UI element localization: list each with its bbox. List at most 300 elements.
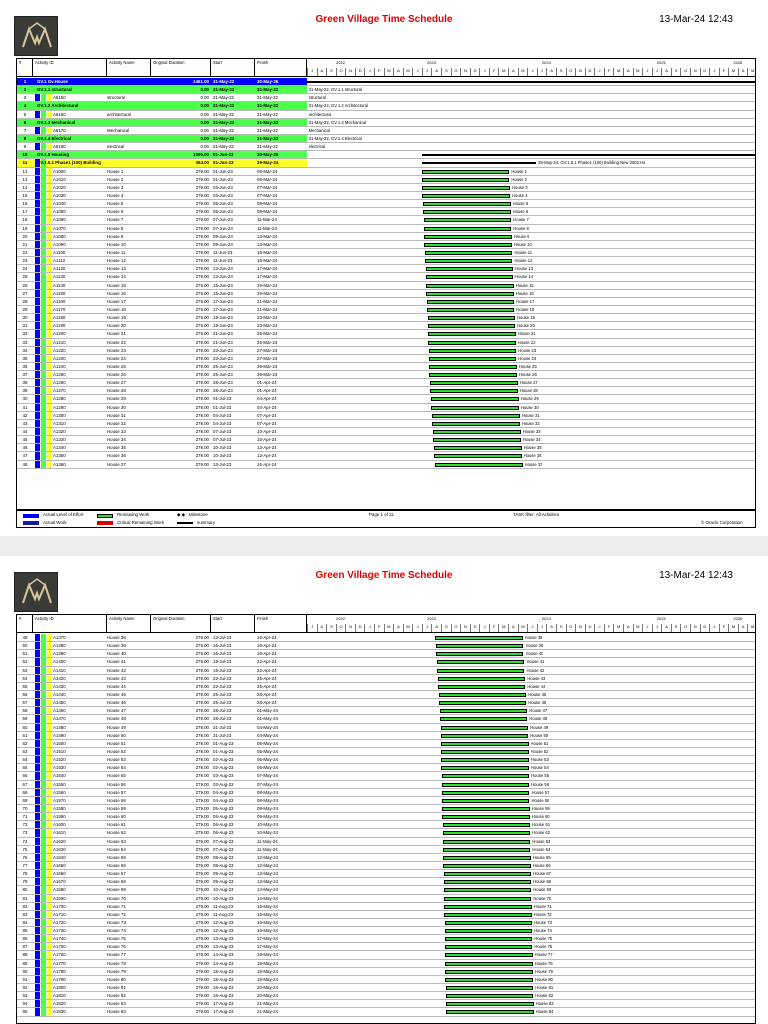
gantt-cell [307, 797, 756, 804]
table-row[interactable] [17, 339, 756, 347]
start-date: 05-Aug-23 [213, 805, 234, 811]
table-row[interactable] [17, 862, 756, 870]
activity-bar [440, 717, 527, 721]
row-number: 57 [22, 700, 28, 706]
table-row[interactable] [17, 200, 756, 208]
duration: 279.00 [195, 249, 209, 255]
gantt-cell [307, 200, 756, 207]
legend-remaining: Remaining Work [117, 512, 150, 517]
duration: 279.00 [195, 773, 209, 779]
duration: 279.00 [195, 724, 209, 730]
finish-date: 01-Apr-24 [257, 388, 277, 394]
gantt-cell [307, 102, 756, 109]
wbs-indent-stripe [47, 322, 52, 329]
finish-date: 17-Mar-24 [257, 274, 278, 280]
table-row[interactable] [17, 176, 756, 184]
table-row[interactable] [17, 127, 756, 135]
table-row[interactable] [17, 919, 756, 927]
row-number: 91 [22, 976, 28, 982]
finish-date: 13-May-24 [257, 879, 278, 885]
activity-id: A1510 [53, 748, 66, 754]
wbs-indent-stripe [35, 420, 40, 427]
bar-label: House 65 [532, 854, 551, 860]
table-row[interactable] [17, 265, 756, 273]
wbs-indent-stripe [35, 428, 40, 435]
table-row[interactable] [17, 772, 756, 780]
gantt-cell [307, 290, 756, 297]
wbs-indent-stripe [41, 347, 46, 354]
activity-id: A1640 [53, 854, 66, 860]
activity-id: A1250 [53, 372, 66, 378]
col-activity-name: Activity Name [107, 59, 151, 77]
row-number: 15 [22, 192, 28, 198]
start-date: 11-Aug-23 [213, 903, 234, 909]
start-date: 01-Jul-23 [213, 396, 232, 402]
gantt-cell [307, 992, 756, 999]
table-row[interactable] [17, 675, 756, 683]
activity-bar [424, 227, 511, 231]
table-row[interactable] [17, 436, 756, 444]
finish-date: 31-May-22 [257, 144, 278, 150]
wbs-indent-stripe [47, 903, 52, 910]
row-number: 65 [22, 765, 28, 771]
wbs-indent-stripe [41, 387, 46, 394]
wbs-indent-stripe [47, 347, 52, 354]
gantt-cell [307, 363, 756, 370]
activity-bar [445, 970, 532, 974]
bar-label: House 12 [514, 258, 533, 264]
table-row[interactable] [17, 740, 756, 748]
actual-level-swatch [23, 514, 39, 518]
gantt-cell [307, 225, 756, 232]
wbs-indent-stripe [35, 919, 40, 926]
activity-name: House 23 [107, 347, 126, 353]
bar-label: House 8 [513, 225, 529, 231]
start-date: 31-Jul-23 [213, 732, 232, 738]
start-date: 13-Aug-23 [213, 936, 234, 942]
table-row[interactable] [17, 846, 756, 854]
row-number: 7 [23, 127, 27, 133]
table-row[interactable] [17, 208, 756, 216]
activity-name: House 1 [107, 168, 124, 174]
wbs-indent-stripe [35, 756, 40, 763]
duration: 279.00 [195, 765, 209, 771]
table-row[interactable] [17, 444, 756, 452]
timeline-month: D [355, 68, 365, 76]
table-row[interactable] [17, 257, 756, 265]
bar-label: House 56 [531, 781, 550, 787]
table-row[interactable] [17, 748, 756, 756]
wbs-indent-stripe [47, 675, 52, 682]
gantt-cell [307, 298, 756, 305]
gantt-cell [307, 1000, 756, 1007]
bar-label: House 63 [532, 838, 551, 844]
table-row[interactable] [17, 119, 756, 127]
wbs-indent-stripe [35, 667, 40, 674]
row-number: 11 [22, 160, 28, 166]
table-row[interactable] [17, 159, 756, 167]
row-number: 33 [22, 339, 28, 345]
timeline-month: A [738, 68, 748, 76]
start-date: 15-Aug-23 [213, 976, 234, 982]
start-date: 08-Aug-23 [213, 854, 234, 860]
finish-date: 12-May-24 [257, 854, 278, 860]
bar-label: House 60 [531, 814, 550, 820]
table-row[interactable] [17, 1000, 756, 1008]
wbs-indent-stripe [41, 724, 46, 731]
wbs-indent-stripe [35, 355, 40, 362]
activity-name: House 59 [107, 805, 126, 811]
finish-date: 13-Mar-24 [257, 233, 278, 239]
duration: 279.00 [195, 854, 209, 860]
finish-date: 22-Apr-24 [257, 667, 277, 673]
table-row[interactable] [17, 461, 756, 469]
activity-name: House 79 [107, 968, 126, 974]
table-row[interactable] [17, 895, 756, 903]
activity-bar [428, 316, 515, 320]
activity-id: A1570 [53, 797, 66, 803]
activity-id: A1350 [53, 453, 66, 459]
timeline-year: 2025 [656, 616, 666, 621]
table-row[interactable] [17, 699, 756, 707]
wbs-indent-stripe [41, 732, 46, 739]
activity-bar [442, 774, 529, 778]
table-row[interactable] [17, 330, 756, 338]
table-row[interactable] [17, 870, 756, 878]
activity-bar [433, 430, 520, 434]
table-row[interactable] [17, 282, 756, 290]
table-row[interactable] [17, 379, 756, 387]
table-row[interactable] [17, 797, 756, 805]
timeline-month: J [594, 624, 604, 632]
table-row[interactable] [17, 78, 756, 86]
activity-name: House 8 [107, 225, 124, 231]
gantt-cell [307, 732, 756, 739]
gantt-table-2 [16, 614, 756, 1024]
activity-id: A1330 [53, 437, 66, 443]
finish-date: 15-May-24 [257, 911, 278, 917]
table-row[interactable] [17, 404, 756, 412]
activity-bar [444, 913, 531, 917]
activity-name: House 19 [107, 315, 126, 321]
wbs-indent-stripe [35, 715, 40, 722]
table-row[interactable] [17, 927, 756, 935]
table-row[interactable] [17, 992, 756, 1000]
timeline-month: J [412, 68, 422, 76]
duration: 0.00 [200, 95, 209, 101]
table-row[interactable] [17, 168, 756, 176]
start-date: 31-May-22 [213, 87, 235, 93]
table-row[interactable] [17, 813, 756, 821]
table-row[interactable] [17, 314, 756, 322]
start-date: 06-Aug-23 [213, 830, 234, 836]
table-row[interactable] [17, 111, 756, 119]
gantt-cell [307, 322, 756, 329]
timeline-month: A [393, 624, 403, 632]
bar-label: House 70 [533, 895, 552, 901]
activity-bar [444, 872, 531, 876]
table-row[interactable] [17, 764, 756, 772]
gantt-cell [307, 241, 756, 248]
start-date: 07-Jul-23 [213, 437, 232, 443]
timeline-month: N [690, 68, 700, 76]
table-row[interactable] [17, 233, 756, 241]
timeline-month: F [374, 624, 384, 632]
wbs-indent-stripe [47, 127, 52, 134]
wbs-indent-stripe [41, 707, 46, 714]
activity-id: A1660 [53, 871, 66, 877]
wbs-indent-stripe [47, 282, 52, 289]
table-row[interactable] [17, 1008, 756, 1016]
wbs-indent-stripe [41, 461, 46, 468]
duration: 279.00 [195, 209, 209, 215]
table-row[interactable] [17, 984, 756, 992]
bar-label: House 32 [521, 420, 540, 426]
gantt-cell [307, 650, 756, 657]
finish-date: 10-Apr-24 [257, 429, 277, 435]
wbs-indent-stripe [41, 699, 46, 706]
table-row[interactable] [17, 86, 756, 94]
table-row[interactable] [17, 976, 756, 984]
table-row[interactable] [17, 184, 756, 192]
table-row[interactable] [17, 943, 756, 951]
table-row[interactable] [17, 854, 756, 862]
table-row[interactable] [17, 347, 756, 355]
wbs-indent-stripe [47, 330, 52, 337]
start-date: 09-Jun-23 [213, 233, 233, 239]
table-row[interactable] [17, 642, 756, 650]
finish-date: 20-May-24 [257, 993, 278, 999]
activity-bar [444, 888, 531, 892]
table-row[interactable] [17, 298, 756, 306]
duration: 279.00 [195, 895, 209, 901]
wbs-indent-stripe [35, 306, 40, 313]
table-row[interactable] [17, 658, 756, 666]
duration: 0.00 [200, 103, 209, 109]
activity-name: House 33 [107, 429, 126, 435]
table-row[interactable] [17, 732, 756, 740]
rows-page-2 [17, 634, 756, 1017]
table-row[interactable] [17, 667, 756, 675]
wbs-indent-stripe [47, 650, 52, 657]
table-row[interactable] [17, 395, 756, 403]
timeline-month: F [374, 68, 384, 76]
table-row[interactable] [17, 102, 756, 110]
wbs-indent-stripe [47, 168, 52, 175]
activity-id: A1000 [53, 168, 66, 174]
activity-bar [440, 709, 527, 713]
activity-id: A1810 [53, 993, 66, 999]
activity-name: House 17 [107, 298, 126, 304]
start-date: 28-Jun-23 [213, 388, 233, 394]
timeline-month: A [546, 624, 556, 632]
duration: 279.00 [195, 667, 209, 673]
finish-date: 04-May-24 [257, 724, 278, 730]
gantt-cell [307, 862, 756, 869]
wbs-indent-stripe [41, 363, 46, 370]
wbs-indent-stripe [41, 642, 46, 649]
start-date: 03-Aug-23 [213, 781, 234, 787]
activity-bar [439, 701, 526, 705]
wbs-indent-stripe [47, 298, 52, 305]
activity-bar [437, 669, 524, 673]
start-date: 13-Aug-23 [213, 944, 234, 950]
activity-name: House 39 [107, 643, 126, 649]
table-row[interactable] [17, 135, 756, 143]
duration: 279.00 [195, 675, 209, 681]
activity-bar [427, 300, 514, 304]
activity-id: A1100 [53, 249, 66, 255]
table-row[interactable] [17, 805, 756, 813]
table-row[interactable] [17, 249, 756, 257]
finish-date: 07-May-24 [257, 781, 278, 787]
wbs-indent-stripe [47, 290, 52, 297]
bar-label: House 2 [511, 176, 527, 182]
table-row[interactable] [17, 420, 756, 428]
wbs-indent-stripe [41, 862, 46, 869]
table-row[interactable] [17, 886, 756, 894]
wbs-indent-stripe [47, 658, 52, 665]
wbs-indent-stripe [41, 314, 46, 321]
bar-label: House 47 [529, 708, 548, 714]
gantt-cell [307, 821, 756, 828]
table-row[interactable] [17, 756, 756, 764]
start-date: 11-Aug-23 [213, 911, 234, 917]
start-date: 17-Aug-23 [213, 1001, 234, 1007]
table-row[interactable] [17, 216, 756, 224]
finish-date: 25-Apr-24 [257, 683, 277, 689]
finish-date: 31-May-22 [257, 87, 279, 93]
wbs-indent-stripe [41, 428, 46, 435]
wbs-indent-stripe [47, 216, 52, 223]
table-row[interactable] [17, 838, 756, 846]
table-row[interactable] [17, 951, 756, 959]
wbs-indent-stripe [41, 143, 46, 150]
table-row[interactable] [17, 387, 756, 395]
table-row[interactable] [17, 878, 756, 886]
wbs-indent-stripe [47, 634, 52, 641]
table-row[interactable] [17, 428, 756, 436]
table-row[interactable] [17, 829, 756, 837]
row-number: 71 [22, 814, 28, 820]
table-row[interactable] [17, 452, 756, 460]
wbs-indent-stripe [35, 634, 40, 641]
finish-date: 16-May-24 [257, 919, 278, 925]
table-row[interactable] [17, 225, 756, 233]
table-row[interactable] [17, 241, 756, 249]
wbs-indent-stripe [41, 200, 46, 207]
gantt-cell [307, 838, 756, 845]
timeline-month: S [671, 624, 681, 632]
timeline-month: M [403, 624, 413, 632]
table-row[interactable] [17, 691, 756, 699]
timeline-month: J [364, 68, 374, 76]
finish-date: 13-May-24 [257, 871, 278, 877]
gantt-cell [307, 658, 756, 665]
wbs-indent-stripe [35, 943, 40, 950]
activity-bar [426, 284, 513, 288]
bar-label: House 41 [526, 659, 545, 665]
table-row[interactable] [17, 634, 756, 642]
table-row[interactable] [17, 821, 756, 829]
table-row[interactable] [17, 650, 756, 658]
table-row[interactable] [17, 715, 756, 723]
bar-label: House 83 [535, 1001, 554, 1007]
activity-bar [441, 742, 528, 746]
table-row[interactable] [17, 935, 756, 943]
table-row[interactable] [17, 363, 756, 371]
table-row[interactable] [17, 707, 756, 715]
gantt-cell [307, 159, 756, 166]
activity-id: A1260 [53, 380, 66, 386]
gantt-cell [307, 634, 756, 641]
table-row[interactable] [17, 911, 756, 919]
duration: 279.00 [195, 659, 209, 665]
table-row[interactable] [17, 724, 756, 732]
activity-bar [435, 636, 522, 640]
wbs-indent-stripe [35, 379, 40, 386]
table-row[interactable] [17, 903, 756, 911]
row-number: 36 [22, 363, 28, 369]
wbs-indent-stripe [35, 412, 40, 419]
duration: 279.00 [195, 871, 209, 877]
activity-name: House 27 [107, 380, 126, 386]
bar-label: House 45 [528, 691, 547, 697]
timeline-month: D [585, 68, 595, 76]
wbs-indent-stripe [41, 886, 46, 893]
wbs-indent-stripe [47, 797, 52, 804]
table-row[interactable] [17, 412, 756, 420]
table-row[interactable] [17, 306, 756, 314]
wbs-indent-stripe [47, 1008, 52, 1015]
table-row[interactable] [17, 322, 756, 330]
table-row[interactable] [17, 273, 756, 281]
table-row[interactable] [17, 789, 756, 797]
table-row[interactable] [17, 371, 756, 379]
bar-label: House 5 [512, 201, 529, 207]
table-row[interactable] [17, 151, 756, 159]
wbs-indent-stripe [47, 862, 52, 869]
wbs-indent-stripe [35, 347, 40, 354]
table-row[interactable] [17, 960, 756, 968]
duration: 279.00 [195, 233, 209, 239]
table-row[interactable] [17, 94, 756, 102]
wbs-indent-stripe [35, 461, 40, 468]
table-row[interactable] [17, 781, 756, 789]
bar-label: House 26 [518, 372, 537, 378]
bar-label: House 57 [531, 789, 550, 795]
table-row[interactable] [17, 355, 756, 363]
start-date: 28-Jun-23 [213, 380, 233, 386]
bar-label: 29-May-24, GV.1.5.1 Phase1 (100) Building New 2003 Ha [538, 160, 646, 166]
timeline-month: A [431, 624, 441, 632]
wbs-indent-stripe [47, 943, 52, 950]
table-row[interactable] [17, 968, 756, 976]
duration: 279.00 [195, 805, 209, 811]
activity-name: House 67 [107, 871, 126, 877]
table-row[interactable] [17, 143, 756, 151]
table-row[interactable] [17, 290, 756, 298]
wbs-indent-stripe [35, 143, 40, 150]
wbs-indent-stripe [35, 339, 40, 346]
timeline-month: A [508, 68, 518, 76]
start-date: 11-Jun-23 [213, 258, 233, 264]
table-row[interactable] [17, 683, 756, 691]
timeline-month: A [661, 68, 671, 76]
table-row[interactable] [17, 192, 756, 200]
page-title: Green Village Time Schedule [315, 570, 453, 581]
activity-name: House 42 [107, 667, 126, 673]
